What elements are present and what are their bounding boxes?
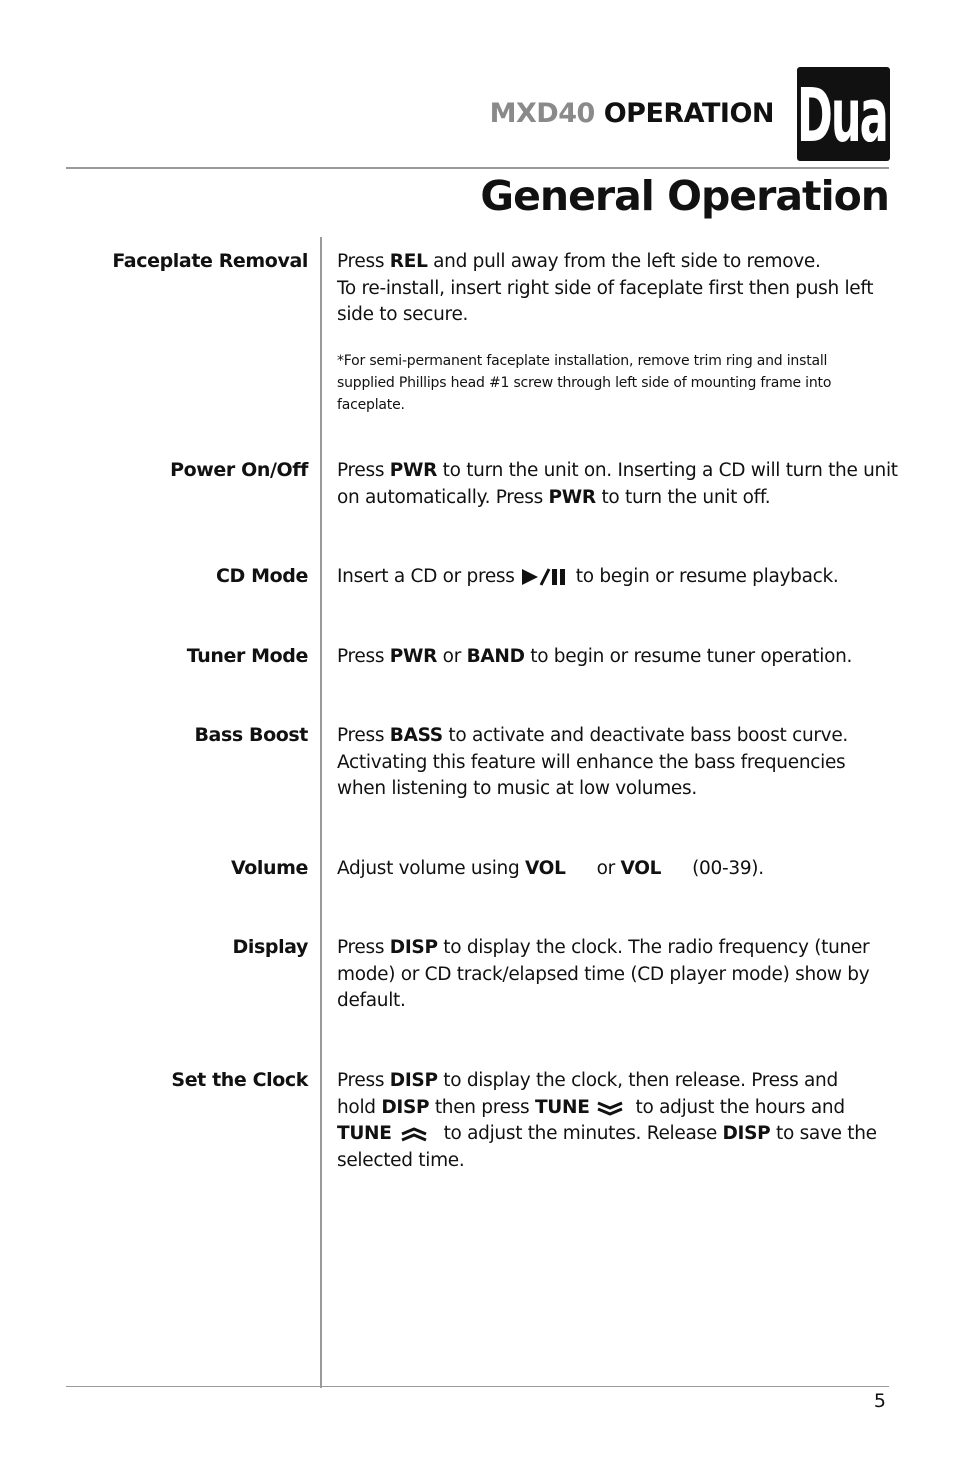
tune-up-icon [396, 1124, 444, 1144]
faceplate-text [337, 249, 897, 329]
text-span: to display the clock. The radio frequency (tuner [437, 937, 870, 958]
text-span: Adjust volume using [337, 858, 525, 879]
label-bass-boost: Bass Boost [194, 724, 308, 746]
key-vol-down: VOL [620, 858, 662, 879]
text-span: to display the clock, then release. Press and [437, 1070, 838, 1091]
key-pwr: PWR [389, 646, 438, 667]
text-span: on automatically. Press [337, 486, 549, 508]
text-span: then press [429, 1096, 535, 1118]
label-tuner-mode: Tuner Mode [186, 645, 308, 667]
text-span: Press [337, 251, 390, 272]
bass-text [337, 723, 897, 803]
key-pwr: PWR [389, 460, 438, 481]
faceplate-note [337, 350, 897, 416]
note-line: supplied Phillips head #1 screw through left side of mounting frame into [337, 375, 832, 391]
text-span: Press [337, 725, 390, 746]
label-display: Display [232, 936, 308, 958]
text-span: or [596, 858, 621, 879]
text-line: mode) or CD track/elapsed time (CD player mode) show by [337, 963, 870, 985]
key-band: BAND [466, 646, 525, 667]
bottom-rule [66, 1386, 889, 1387]
key-tune: TUNE [534, 1096, 590, 1118]
label-cd-mode: CD Mode [216, 565, 308, 587]
volume-text [337, 856, 897, 883]
tune-down-icon [592, 1098, 636, 1118]
text-span: Press [337, 646, 390, 667]
key-disp: DISP [722, 1123, 771, 1144]
power-text [337, 458, 897, 511]
key-disp: DISP [389, 937, 438, 958]
key-rel: REL [389, 251, 428, 272]
note-line: faceplate. [337, 397, 405, 413]
key-disp: DISP [389, 1070, 438, 1091]
text-line: Activating this feature will enhance the bass frequencies [337, 751, 846, 773]
header-title [490, 98, 774, 129]
text-line: To re-install, insert right side of faceplate first then push left [337, 277, 874, 299]
key-bass: BASS [389, 725, 443, 746]
text-span: to save the [770, 1123, 877, 1144]
tuner-text [337, 644, 897, 671]
page-number: 5 [873, 1390, 886, 1412]
text-line: selected time. [337, 1149, 465, 1171]
play-pause-icon [520, 567, 570, 587]
key-vol-up: VOL [524, 858, 566, 879]
text-span: to adjust the hours and [635, 1096, 845, 1118]
header-operation: OPERATION [603, 98, 774, 129]
key-disp: DISP [381, 1096, 430, 1118]
text-span: Press [337, 1070, 390, 1091]
logo-text: Dual [797, 73, 900, 160]
text-span: hold [337, 1096, 382, 1118]
text-line: when listening to music at low volumes. [337, 778, 697, 799]
text-span: to turn the unit off. [595, 486, 771, 508]
label-volume: Volume [230, 857, 308, 879]
model-name: MXD40 [489, 98, 595, 129]
dual-logo [797, 67, 900, 161]
cd-text [337, 564, 897, 591]
text-span: to begin or resume playback. [570, 566, 839, 587]
label-faceplate-removal: Faceplate Removal [112, 250, 308, 272]
text-span: to activate and deactivate bass boost curve. [442, 725, 848, 746]
key-tune: TUNE [337, 1123, 392, 1144]
label-power-on-off: Power On/Off [170, 459, 308, 481]
text-span: and pull away from the left side to remove. [427, 251, 821, 272]
column-divider [320, 237, 322, 1388]
page-title: General Operation [480, 172, 889, 220]
text-span: to turn the unit on. Inserting a CD will turn the unit [437, 460, 898, 481]
text-line: default. [337, 990, 406, 1011]
text-span: Insert a CD or press [337, 566, 521, 587]
text-span: Press [337, 460, 390, 481]
text-line: side to secure. [337, 304, 469, 325]
text-span: or [437, 646, 467, 667]
label-set-the-clock: Set the Clock [171, 1069, 308, 1091]
key-pwr: PWR [548, 486, 596, 508]
display-text [337, 935, 897, 1015]
text-span: (00-39). [692, 858, 764, 879]
text-span: Press [337, 937, 390, 958]
top-rule [66, 167, 889, 169]
note-line: *For semi-permanent faceplate installation, remove trim ring and install [337, 353, 828, 369]
text-span: to begin or resume tuner operation. [524, 646, 853, 667]
text-span: to adjust the minutes. Release [443, 1123, 723, 1144]
clock-text [337, 1068, 897, 1174]
